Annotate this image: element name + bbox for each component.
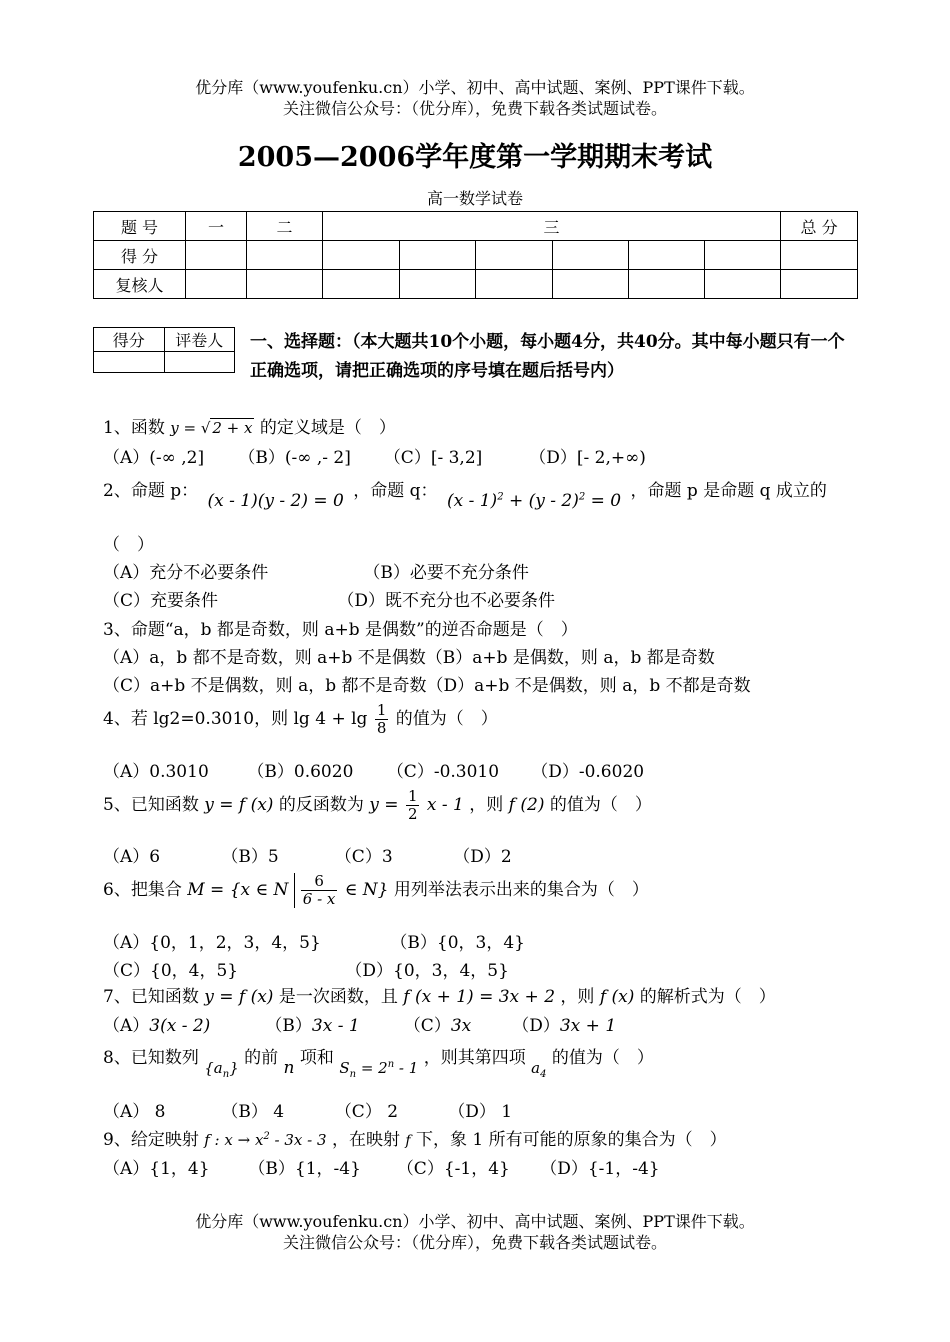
reviewer-cell[interactable] xyxy=(476,270,553,299)
q7-option-a[interactable]: （A）3(x - 2) xyxy=(103,1016,211,1036)
score-cell[interactable] xyxy=(186,241,247,270)
reviewer-cell[interactable] xyxy=(705,270,781,299)
q3-options-ab[interactable]: （A）a，b 都不是奇数，则 a+b 不是偶数（B）a+b 是偶数，则 a，b 都是奇数 xyxy=(103,648,715,668)
q2-option-a[interactable]: （A）充分不必要条件 xyxy=(103,563,269,583)
q8-options xyxy=(103,1097,512,1122)
q8-sum: $S_n = 2^n - 1$ xyxy=(339,1059,419,1080)
q4-options xyxy=(103,757,644,782)
footer-line-1: 优分库（www.youfenku.cn）小学、初中、高中试题、案例、PPT课件下载。 xyxy=(195,1212,755,1231)
section-1-heading: 一、选择题：（本大题共10个小题，每小题4分，共40分。其中每小题只有一个正确选项，请把正确选项的序号填在题后括号内） xyxy=(250,332,845,381)
question-2: 2、命题 p： (x - 1)(y - 2) = 0 ，命题 q： (x - 1)$^2$ + (y - 2)$^2$ = 0 ，命题 p 是命题 q 成立的 xyxy=(103,481,827,511)
header-line-1: 优分库（www.youfenku.cn）小学、初中、高中试题、案例、PPT课件下载。 xyxy=(195,78,755,97)
q6-option-a[interactable]: （A）{0，1，2，3，4，5} xyxy=(103,933,321,953)
q5-option-c[interactable]: （C）3 xyxy=(334,847,393,867)
q1-options xyxy=(103,443,646,468)
q5-option-b[interactable]: （B）5 xyxy=(221,847,279,867)
q1-option-c[interactable]: （C）[- 3,2] xyxy=(383,448,483,468)
q8-a4: $a_4$ xyxy=(531,1059,547,1080)
q9-map: f : $x \to x^2 - 3x - 3$ xyxy=(204,1131,327,1149)
col-total: 总 分 xyxy=(781,212,858,241)
grader-name-cell[interactable] xyxy=(164,352,235,373)
q7-options xyxy=(103,1011,616,1036)
score-cell[interactable] xyxy=(247,241,323,270)
q4-option-d[interactable]: （D）-0.6020 xyxy=(531,762,645,782)
reviewer-cell[interactable] xyxy=(186,270,247,299)
reviewer-cell[interactable] xyxy=(553,270,629,299)
q9-option-d[interactable]: （D）{-1，-4} xyxy=(540,1159,660,1179)
question-8: 8、已知数列 $\{a_n\}$ 的前 n 项和 $S_n = 2^n - 1$ ，则其第四项 $a_4$ 的值为（ ） xyxy=(103,1048,654,1080)
q6-option-c[interactable]: （C）{0，4，5} xyxy=(103,961,239,981)
q6-option-b[interactable]: （B）{0，3，4} xyxy=(390,933,525,953)
score-cell[interactable] xyxy=(705,241,781,270)
q6-options-ab xyxy=(103,928,525,953)
q2-option-b[interactable]: （B）必要不充分条件 xyxy=(363,563,529,583)
q3-options-cd[interactable]: （C）a+b 不是偶数，则 a，b 都不是奇数（D）a+b 不是偶数，则 a，b 不都是奇数 xyxy=(103,676,751,696)
q2-options-ab xyxy=(103,558,529,583)
q4-expr: lg 4 + lg xyxy=(293,709,368,729)
reviewer-cell[interactable] xyxy=(247,270,323,299)
score-cell[interactable] xyxy=(400,241,476,270)
q1-expr: y = √ 2 + x xyxy=(170,419,253,437)
row-reviewer: 复核人 xyxy=(94,270,186,299)
exam-subtitle: 高一数学试卷 xyxy=(426,189,523,208)
q7-option-b[interactable]: （B）3x - 1 xyxy=(265,1016,360,1036)
q5-option-d[interactable]: （D）2 xyxy=(453,847,512,867)
exam-title: 2005—2006学年度第一学期期末考试 xyxy=(237,142,713,173)
question-5: 5、已知函数 y = f (x) 的反函数为 y = $\frac{1}{2}$ x - 1 ，则 f (2) 的值为（ ） xyxy=(103,787,652,823)
header-line-2: 关注微信公众号：（优分库），免费下载各类试题试卷。 xyxy=(282,99,667,118)
score-cell[interactable] xyxy=(553,241,629,270)
q9-options xyxy=(103,1154,660,1179)
grader-score-label: 得分 xyxy=(94,328,165,352)
q1-option-a[interactable]: （A）(-∞ ,2] xyxy=(103,448,205,468)
reviewer-cell[interactable] xyxy=(781,270,858,299)
q2-option-c[interactable]: （C）充要条件 xyxy=(103,591,219,611)
q6-options-cd xyxy=(103,956,509,981)
q2-options-cd xyxy=(103,586,555,611)
q5-fraction: $\frac{1}{2}$ xyxy=(407,787,418,823)
q4-option-a[interactable]: （A）0.3010 xyxy=(103,762,209,782)
grader-name-label: 评卷人 xyxy=(164,328,235,352)
q7-option-c[interactable]: （C）3x xyxy=(403,1016,472,1036)
q4-option-b[interactable]: （B）0.6020 xyxy=(247,762,354,782)
score-cell[interactable] xyxy=(323,241,400,270)
row-score: 得 分 xyxy=(94,241,186,270)
q7-option-d[interactable]: （D）3x + 1 xyxy=(512,1016,617,1036)
question-1: 1、函数 y = √ 2 + x 的定义域是（ ） xyxy=(103,418,396,438)
question-4: 4、若 lg2=0.3010，则 lg 4 + lg $\frac{1}{8}$ 的值为（ ） xyxy=(103,701,498,737)
q2-option-d[interactable]: （D）既不充分也不必要条件 xyxy=(337,591,556,611)
col-section-3: 三 xyxy=(323,212,781,241)
grader-score-cell[interactable] xyxy=(94,352,165,373)
col-section-1: 一 xyxy=(186,212,247,241)
q1-option-b[interactable]: （B）(-∞ ,- 2] xyxy=(238,448,351,468)
q6-option-d[interactable]: （D）{0，3，4，5} xyxy=(345,961,509,981)
question-9: 9、给定映射 f : $x \to x^2 - 3x - 3$ ，在映射 f 下，象 1 所有可能的原象的集合为（ ） xyxy=(103,1130,727,1150)
q4-fraction: $\frac{1}{8}$ xyxy=(376,701,387,737)
reviewer-cell[interactable] xyxy=(629,270,705,299)
q6-set-builder: $\frac{6}{6 - x}$ xyxy=(294,873,340,908)
q2-proposition-q: (x - 1)$^2$ + (y - 2)$^2$ = 0 xyxy=(446,491,622,511)
score-cell[interactable] xyxy=(629,241,705,270)
q8-n: n xyxy=(283,1058,295,1078)
reviewer-cell[interactable] xyxy=(400,270,476,299)
q8-option-d[interactable]: （D） 1 xyxy=(448,1102,513,1122)
q9-option-b[interactable]: （B）{1，-4} xyxy=(248,1159,361,1179)
score-table xyxy=(93,211,858,299)
q2-proposition-p: (x - 1)(y - 2) = 0 xyxy=(207,491,344,511)
q8-option-b[interactable]: （B） 4 xyxy=(221,1102,285,1122)
q8-option-a[interactable]: （A） 8 xyxy=(103,1102,166,1122)
question-7: 7、已知函数 y = f (x) 是一次函数，且 f (x + 1) = 3x + 2 ，则 f (x) 的解析式为（ ） xyxy=(103,987,776,1007)
reviewer-cell[interactable] xyxy=(323,270,400,299)
q1-option-d[interactable]: （D）[- 2,+∞) xyxy=(529,448,646,468)
q8-option-c[interactable]: （C） 2 xyxy=(334,1102,399,1122)
q5-options xyxy=(103,842,512,867)
score-cell[interactable] xyxy=(476,241,553,270)
score-cell[interactable] xyxy=(781,241,858,270)
q2-answer-paren: （ ） xyxy=(103,535,154,555)
question-3: 3、命题“a，b 都是奇数，则 a+b 是偶数”的逆否命题是（ ） xyxy=(103,620,578,640)
q8-sequence: $\{a_n\}$ xyxy=(204,1059,239,1080)
q4-option-c[interactable]: （C）-0.3010 xyxy=(386,762,500,782)
col-title: 题 号 xyxy=(94,212,186,241)
col-section-2: 二 xyxy=(247,212,323,241)
question-6: 6、把集合 M = {x ∈ N $\frac{6}{6 - x}$ ∈ N} 用列举法表示出来的集合为（ ） xyxy=(103,872,649,908)
q9-option-a[interactable]: （A）{1，4} xyxy=(103,1159,210,1179)
q9-option-c[interactable]: （C）{-1，4} xyxy=(396,1159,510,1179)
q5-option-a[interactable]: （A）6 xyxy=(103,847,161,867)
grader-box xyxy=(93,327,235,373)
footer-line-2: 关注微信公众号：（优分库），免费下载各类试题试卷。 xyxy=(282,1233,667,1252)
